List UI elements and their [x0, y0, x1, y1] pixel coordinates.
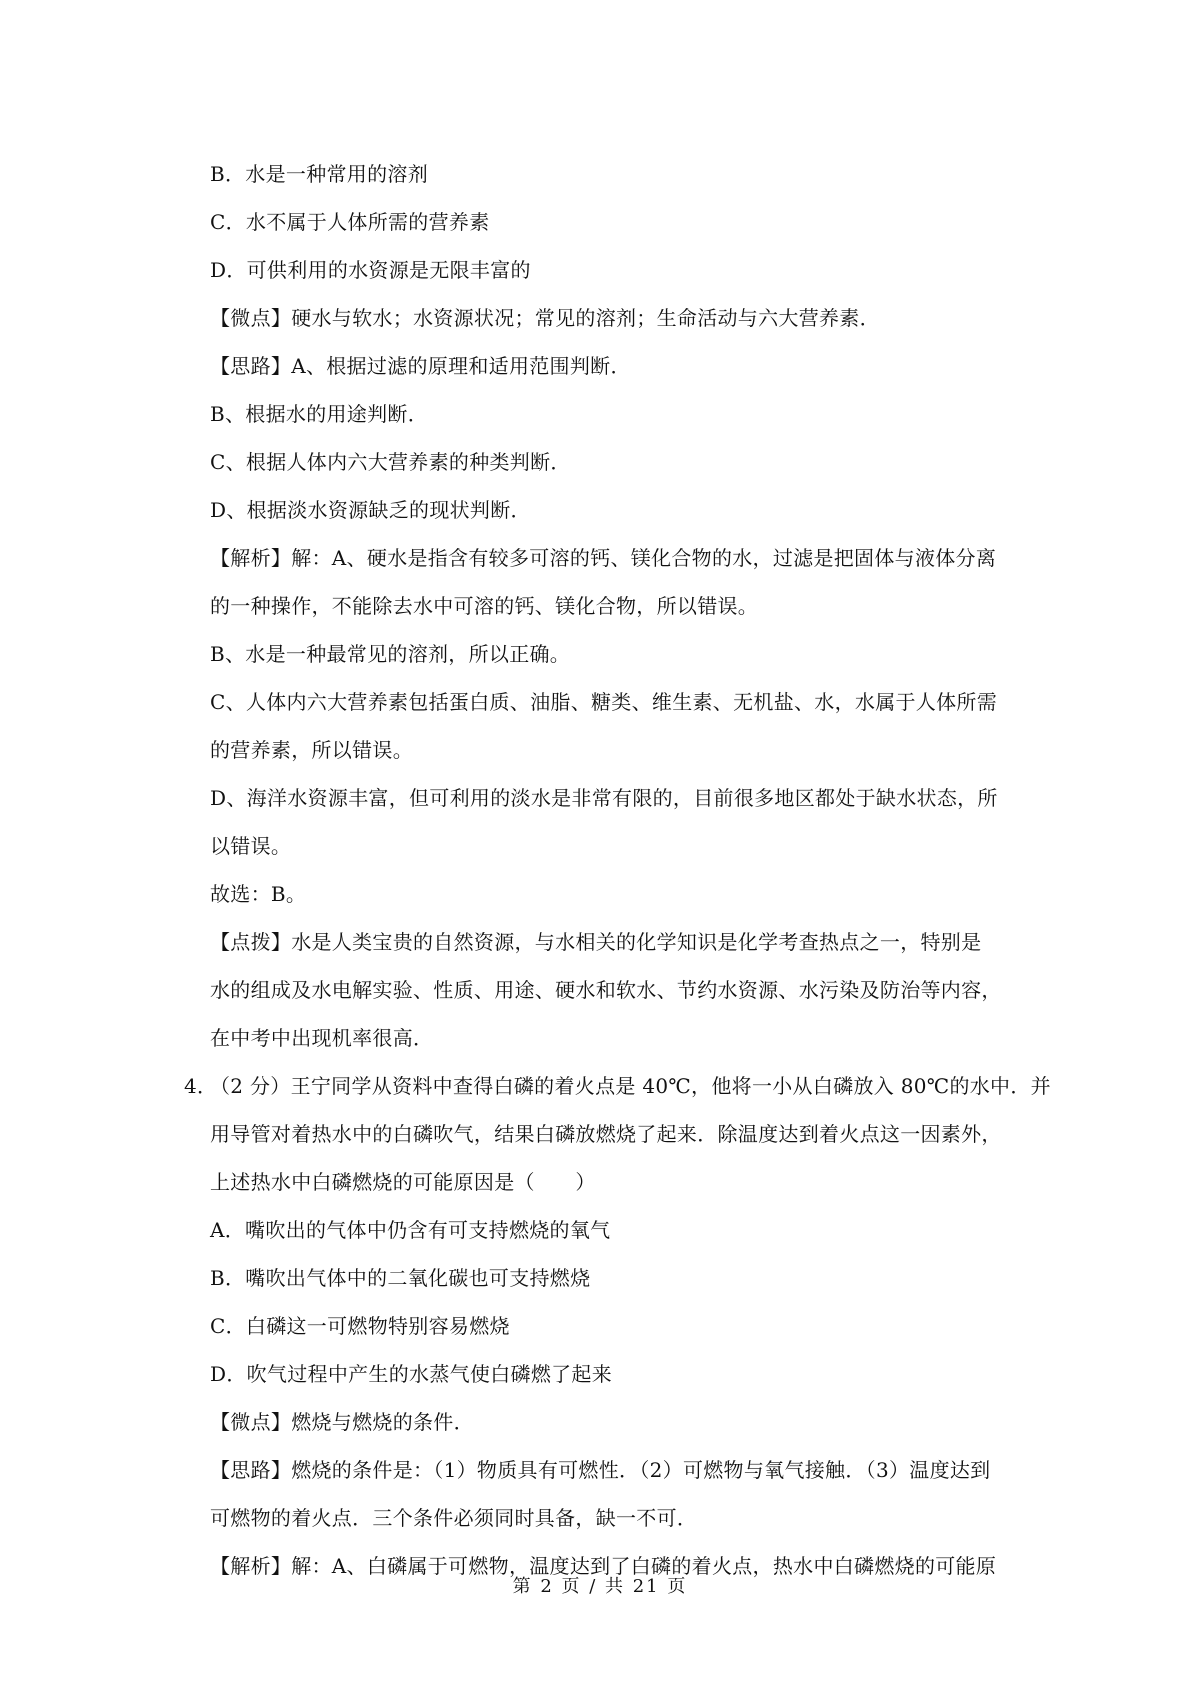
question-4-stem-line-3: 上述热水中白磷燃烧的可能原因是（ ） [210, 1170, 596, 1194]
q3-text-line-9: 【解析】解：A、硬水是指含有较多可溶的钙、镁化合物的水，过滤是把固体与液体分离 [210, 546, 997, 570]
question-4-stem-line-2: 用导管对着热水中的白磷吹气，结果白磷放燃烧了起来．除温度达到着火点这一因素外， [210, 1122, 1002, 1146]
q3-text-line-6: B、根据水的用途判断． [210, 402, 428, 426]
q3-text-line-10: 的一种操作，不能除去水中可溶的钙、镁化合物，所以错误。 [210, 594, 759, 618]
q3-text-line-8: D、根据淡水资源缺乏的现状判断． [210, 498, 531, 522]
q3-text-line-2: C．水不属于人体所需的营养素 [210, 210, 490, 234]
q4-text-line-2: B．嘴吹出气体中的二氧化碳也可支持燃烧 [210, 1266, 591, 1290]
q4-text-line-4: D．吹气过程中产生的水蒸气使白磷燃了起来 [210, 1362, 613, 1386]
q3-text-line-7: C、根据人体内六大营养素的种类判断． [210, 450, 571, 474]
q3-text-line-16: 故选：B。 [210, 882, 307, 906]
q3-text-line-17: 【点拨】水是人类宝贵的自然资源，与水相关的化学知识是化学考查热点之一，特别是 [210, 930, 982, 954]
q3-text-line-3: D．可供利用的水资源是无限丰富的 [210, 258, 531, 282]
q4-text-line-1: A．嘴吹出的气体中仍含有可支持燃烧的氧气 [210, 1218, 611, 1242]
question-number: 4． [184, 1074, 218, 1098]
question-4-stem-line-1 [184, 1062, 1051, 1110]
q3-text-line-4: 【微点】硬水与软水；水资源状况；常见的溶剂；生命活动与六大营养素． [210, 306, 880, 330]
q3-text-line-15: 以错误。 [210, 834, 292, 858]
q4-text-line-5: 【微点】燃烧与燃烧的条件． [210, 1410, 474, 1434]
q4-text-line-8: 【解析】解：A、白磷属于可燃物，温度达到了白磷的着火点，热水中白磷燃烧的可能原 [210, 1554, 997, 1578]
page-content [184, 150, 1051, 1590]
q3-text-line-5: 【思路】A、根据过滤的原理和适用范围判断． [210, 354, 631, 378]
q4-text-line-6: 【思路】燃烧的条件是：（1）物质具有可燃性．（2）可燃物与氧气接触．（3）温度达到 [210, 1458, 991, 1482]
q3-text-line-11: B、水是一种最常见的溶剂，所以正确。 [210, 642, 571, 666]
q3-text-line-19: 在中考中出现机率很高． [210, 1026, 434, 1050]
q3-text-line-13: 的营养素，所以错误。 [210, 738, 413, 762]
q4-text-line-3: C．白磷这一可燃物特别容易燃烧 [210, 1314, 510, 1338]
q3-text-line-12: C、人体内六大营养素包括蛋白质、油脂、糖类、维生素、无机盐、水，水属于人体所需 [210, 690, 998, 714]
question-4-stem-text: （2 分）王宁同学从资料中查得白磷的着火点是 40℃，他将一小从白磷放入 80℃的水中．并 [210, 1074, 1051, 1098]
q3-text-line-14: D、海洋水资源丰富，但可利用的淡水是非常有限的，目前很多地区都处于缺水状态，所 [210, 786, 998, 810]
q3-text-line-18: 水的组成及水电解实验、性质、用途、硬水和软水、节约水资源、水污染及防治等内容， [210, 978, 1002, 1002]
q3-text-line-1: B．水是一种常用的溶剂 [210, 162, 428, 186]
page-footer: 第 2 页 / 共 21 页 [512, 1576, 688, 1597]
q4-text-line-7: 可燃物的着火点．三个条件必须同时具备，缺一不可． [210, 1506, 698, 1530]
question-3-answer-block [210, 150, 1022, 1062]
question-4-options-and-analysis [210, 1206, 1022, 1590]
